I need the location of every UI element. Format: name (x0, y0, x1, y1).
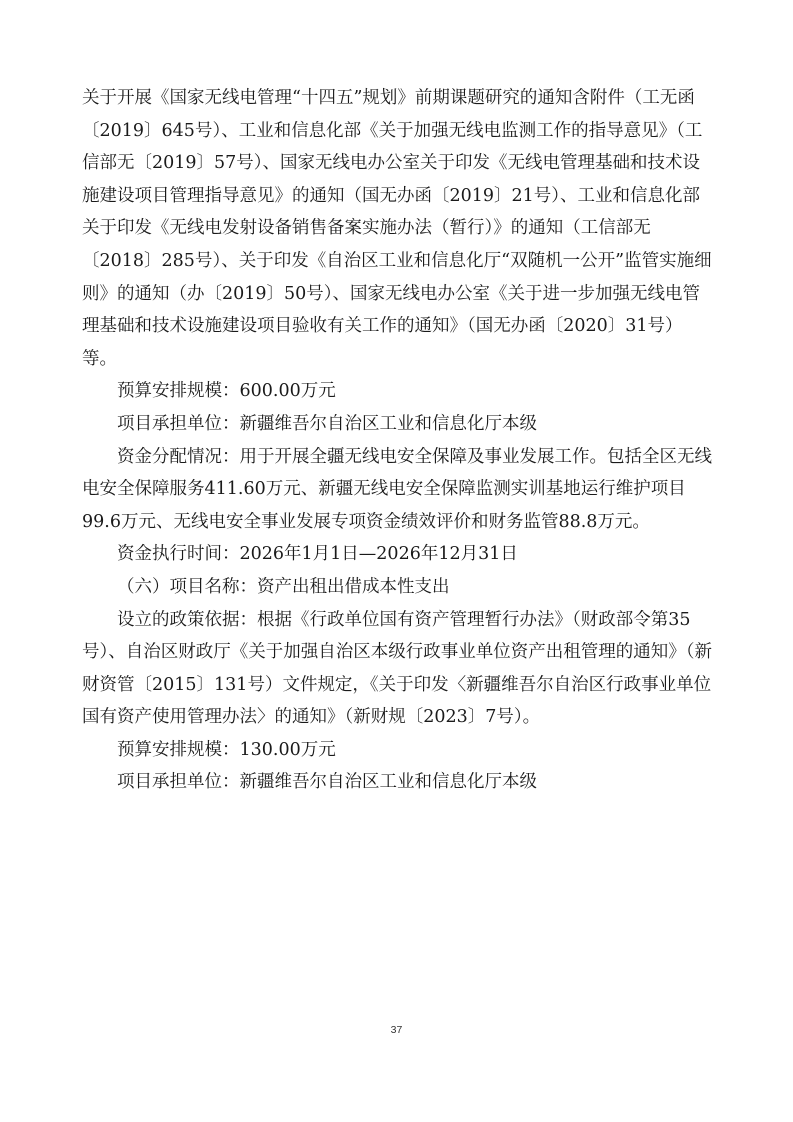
budget-scale-2: 预算安排规模：130.00万元 (117, 739, 336, 760)
project-heading: （六）项目名称：资产出租出借成本性支出 (117, 576, 450, 597)
page-number: 37 (390, 1024, 403, 1036)
policy-basis-continuation: 关于开展《国家无线电管理“十四五”规划》前期课题研究的通知含附件（工无函〔2019〕645号）、工业和信息化部《关于加强无线电监测工作的指导意见》（工信部无〔2019〕57号）、国家无线电办公室关于印发《无线电管理基础和技术设施建设项目管理指导意见》的通知（国无办函〔2019〕21号）、工业和信息化部关于印发《无线电发射设备销售备案实施办法（暂行）》的通知（工信部无〔2018〕285号）、关于印发《自治区工业和信息化厅“双随机一公开”监管实施细则》的通知（办〔2019〕50号）、国家无线电办公室《关于进一步加强无线电管理基础和技术设施建设项目验收有关工作的通知》（国无办函〔2020〕31号）等。 (82, 88, 712, 369)
body-text (82, 82, 714, 799)
policy-basis: 设立的政策依据：根据《行政单位国有资产管理暂行办法》（财政部令第35号）、自治区财政厅《关于加强自治区本级行政事业单位资产出租管理的通知》（新财资管〔2015〕131号）文件规定，《关于印发〈新疆维吾尔自治区行政事业单位国有资产使用管理办法〉的通知》（新财规〔2023〕7号）。 (82, 609, 712, 728)
fund-allocation: 资金分配情况：用于开展全疆无线电安全保障及事业发展工作。包括全区无线电安全保障服务411.60万元、新疆无线电安全保障监测实训基地运行维护项目99.6万元、无线电安全事业发展专项资金绩效评价和财务监管88.8万元。 (82, 446, 712, 532)
responsible-unit: 项目承担单位：新疆维吾尔自治区工业和信息化厅本级 (117, 413, 537, 434)
responsible-unit-2: 项目承担单位：新疆维吾尔自治区工业和信息化厅本级 (117, 772, 537, 793)
execution-period: 资金执行时间：2026年1月1日—2026年12月31日 (117, 544, 518, 565)
budget-scale: 预算安排规模：600.00万元 (117, 381, 336, 402)
